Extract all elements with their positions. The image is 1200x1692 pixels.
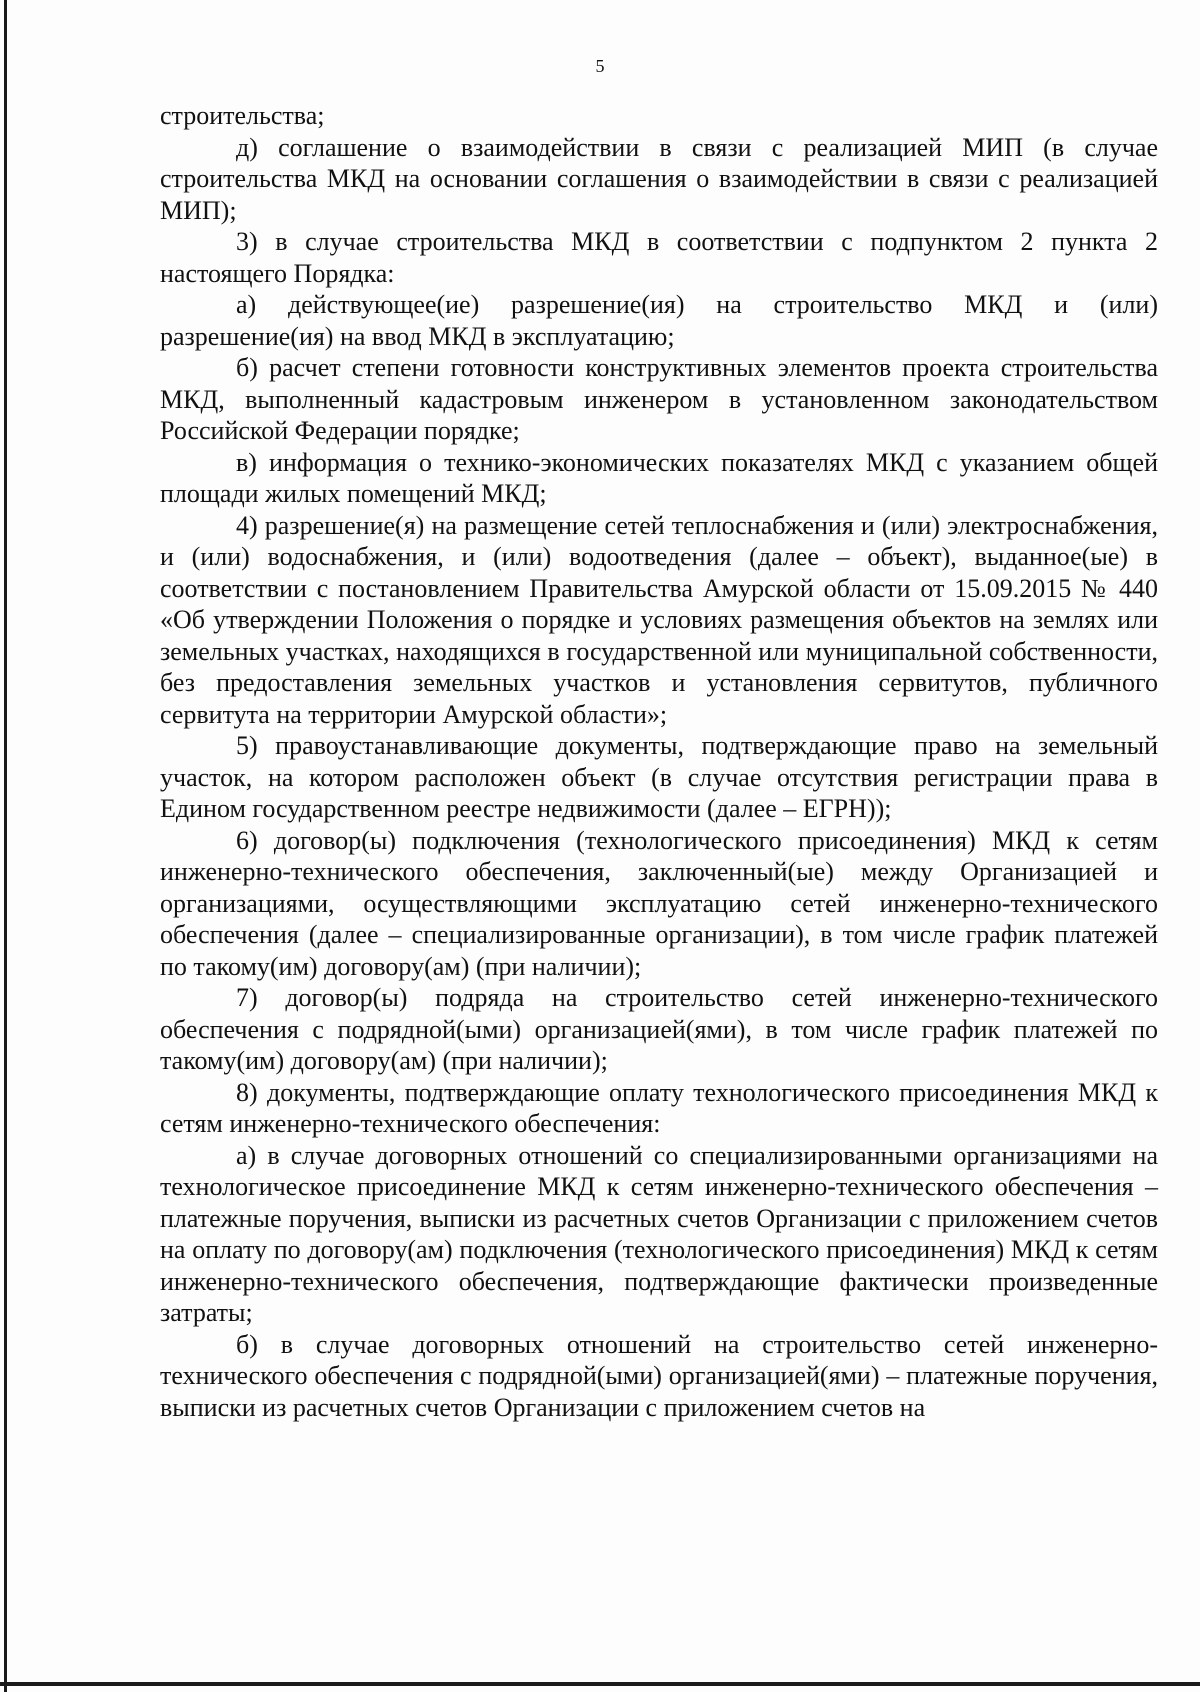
paragraph: 4) разрешение(я) на размещение сетей теплоснабжения и (или) электроснабжения, и (или) водоснабжения, и (или) водоотведения (далее – объект), выданное(ые) в соответствии с постановлением Правительства Амурской области от 15.09.2015 № 440 «Об утверждении Положения о порядке и условиях размещения объектов на землях или земельных участках, находящихся в государственной или муниципальной собственности, без предоставления земельных участков и установления сервитутов, публичного сервитута на территории Амурской области»; [160,510,1158,729]
paragraph: 8) документы, подтверждающие оплату технологического присоединения МКД к сетям инженерно-технического обеспечения: [160,1077,1158,1138]
paragraph: д) соглашение о взаимодействии в связи с реализацией МИП (в случае строительства МКД на основании соглашения о взаимодействии в связи с реализацией МИП); [160,132,1158,225]
paragraph: б) расчет степени готовности конструктивных элементов проекта строительства МКД, выполненный кадастровым инженером в установленном законодательством Российской Федерации порядке; [160,353,1158,445]
paragraph: 7) договор(ы) подряда на строительство сетей инженерно-технического обеспечения с подрядной(ыми) организацией(ями), в том числе график платежей по такому(им) договору(ам) (при наличии); [160,983,1158,1075]
paragraph: в) информация о технико-экономических показателях МКД с указанием общей площади жилых помещений МКД; [160,447,1158,508]
paragraph: а) в случае договорных отношений со специализированными организациями на технологическое присоединение МКД к сетям инженерно-технического обеспечения – платежные поручения, выписки из расчетных счетов Организации с приложением счетов на оплату по договору(ам) подключения (технологического присоединения) МКД к сетям инженерно-технического обеспечения, подтверждающие фактически произведенные затраты; [160,1140,1158,1327]
scan-border-bottom [0,1682,1200,1686]
paragraph: 6) договор(ы) подключения (технологического присоединения) МКД к сетям инженерно-технического обеспечения, заключенный(ые) между Организацией и организациями, осуществляющими эксплуатацию сетей инженерно-технического обеспечения (далее – специализированные организации), в том числе график платежей по такому(им) договору(ам) (при наличии); [160,825,1158,981]
paragraph: 5) правоустанавливающие документы, подтверждающие право на земельный участок, на котором расположен объект (в случае отсутствия регистрации права в Едином государственном реестре недвижимости (далее – ЕГРН)); [160,731,1158,823]
paragraph: строительства; [160,101,325,130]
paragraph: а) действующее(ие) разрешение(ия) на строительство МКД и (или) разрешение(ия) на ввод МКД в эксплуатацию; [160,290,1158,351]
scan-border-left [4,0,7,1692]
paragraph: б) в случае договорных отношений на строительство сетей инженерно-технического обеспечения с подрядной(ыми) организацией(ями) – платежные поручения, выписки из расчетных счетов Организации с приложением счетов на [160,1329,1158,1422]
document-body [160,100,1158,1423]
paragraph: 3) в случае строительства МКД в соответствии с подпунктом 2 пункта 2 настоящего Порядка: [160,227,1158,288]
page-number: 5 [595,56,605,76]
